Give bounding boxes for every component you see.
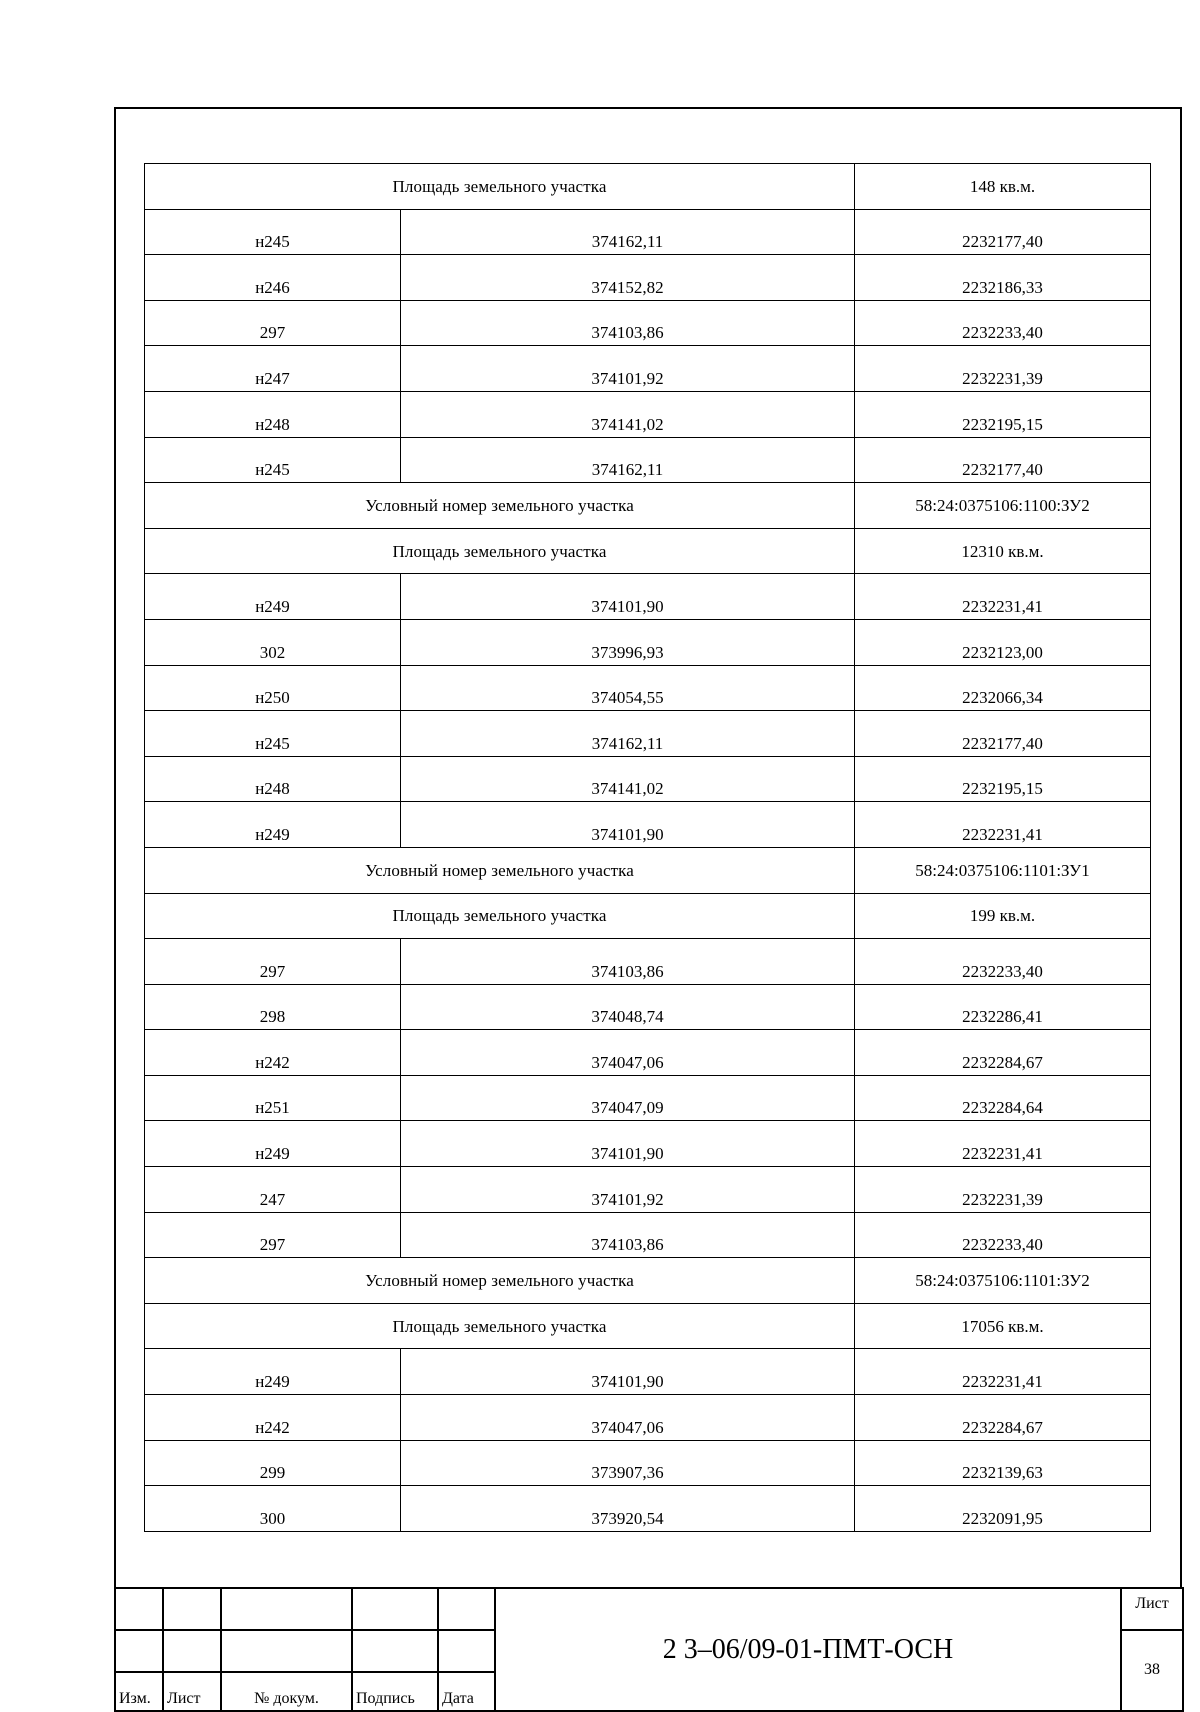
x-coordinate: 374103,86: [401, 939, 855, 985]
stamp-cell: [352, 1630, 438, 1672]
table-row: [145, 1030, 1151, 1076]
coordinates-table: [144, 163, 1151, 1532]
point-id: н249: [145, 802, 401, 848]
stamp-header-podpis: Подпись: [352, 1672, 438, 1711]
stamp-cell: [352, 1588, 438, 1630]
table-row: [145, 1440, 1151, 1486]
x-coordinate: 374101,92: [401, 346, 855, 392]
point-id: н245: [145, 711, 401, 757]
stamp-cell: [438, 1630, 495, 1672]
table-row: [145, 391, 1151, 437]
point-id: н245: [145, 209, 401, 255]
table-row: [145, 1349, 1151, 1395]
row-label: Условный номер земельного участка: [145, 483, 855, 529]
stamp-header-data: Дата: [438, 1672, 495, 1711]
x-coordinate: 374141,02: [401, 391, 855, 437]
x-coordinate: 374152,82: [401, 255, 855, 301]
table-row: [145, 939, 1151, 985]
y-coordinate: 2232123,00: [855, 619, 1151, 665]
table-label-row: [145, 893, 1151, 939]
point-id: н251: [145, 1075, 401, 1121]
table-label-row: [145, 483, 1151, 529]
point-id: н242: [145, 1395, 401, 1441]
table-row: [145, 756, 1151, 802]
table-label-row: [145, 164, 1151, 210]
document-code: 2 3–06/09-01-ПМТ-ОСН: [495, 1588, 1121, 1711]
row-value: 148 кв.м.: [855, 164, 1151, 210]
point-id: 302: [145, 619, 401, 665]
stamp-cell: [163, 1588, 221, 1630]
row-value: 58:24:0375106:1101:ЗУ1: [855, 847, 1151, 893]
stamp-header-izm: Изм.: [115, 1672, 163, 1711]
y-coordinate: 2232284,67: [855, 1030, 1151, 1076]
x-coordinate: 374103,86: [401, 1212, 855, 1258]
point-id: 297: [145, 1212, 401, 1258]
row-value: 17056 кв.м.: [855, 1303, 1151, 1349]
x-coordinate: 374103,86: [401, 300, 855, 346]
table-row: [145, 1212, 1151, 1258]
y-coordinate: 2232284,64: [855, 1075, 1151, 1121]
x-coordinate: 374141,02: [401, 756, 855, 802]
table-row: [145, 619, 1151, 665]
point-id: 297: [145, 300, 401, 346]
y-coordinate: 2232231,39: [855, 1167, 1151, 1213]
row-value: 58:24:0375106:1100:ЗУ2: [855, 483, 1151, 529]
y-coordinate: 2232195,15: [855, 391, 1151, 437]
y-coordinate: 2232231,41: [855, 1121, 1151, 1167]
point-id: н248: [145, 391, 401, 437]
table-row: [145, 574, 1151, 620]
sheet-label: Лист: [1121, 1588, 1183, 1630]
point-id: 298: [145, 984, 401, 1030]
x-coordinate: 374047,06: [401, 1395, 855, 1441]
y-coordinate: 2232231,41: [855, 574, 1151, 620]
x-coordinate: 374048,74: [401, 984, 855, 1030]
x-coordinate: 374101,90: [401, 1349, 855, 1395]
point-id: 297: [145, 939, 401, 985]
table-row: [145, 1395, 1151, 1441]
point-id: н246: [145, 255, 401, 301]
x-coordinate: 374162,11: [401, 711, 855, 757]
stamp-cell: [438, 1588, 495, 1630]
stamp-header-dokum: № докум.: [221, 1672, 352, 1711]
point-id: н249: [145, 574, 401, 620]
title-block: [114, 1587, 1184, 1712]
row-label: Условный номер земельного участка: [145, 1258, 855, 1304]
point-id: 300: [145, 1486, 401, 1532]
table-row: [145, 1486, 1151, 1532]
table-label-row: [145, 847, 1151, 893]
y-coordinate: 2232284,67: [855, 1395, 1151, 1441]
stamp-cell: [221, 1588, 352, 1630]
row-label: Площадь земельного участка: [145, 893, 855, 939]
y-coordinate: 2232186,33: [855, 255, 1151, 301]
table-row: [145, 346, 1151, 392]
table-row: [145, 1167, 1151, 1213]
x-coordinate: 374101,90: [401, 1121, 855, 1167]
table-row: [145, 255, 1151, 301]
row-label: Площадь земельного участка: [145, 1303, 855, 1349]
row-label: Площадь земельного участка: [145, 164, 855, 210]
x-coordinate: 374047,09: [401, 1075, 855, 1121]
x-coordinate: 373920,54: [401, 1486, 855, 1532]
y-coordinate: 2232195,15: [855, 756, 1151, 802]
table-row: [145, 209, 1151, 255]
y-coordinate: 2232231,39: [855, 346, 1151, 392]
point-id: 247: [145, 1167, 401, 1213]
row-label: Условный номер земельного участка: [145, 847, 855, 893]
x-coordinate: 374047,06: [401, 1030, 855, 1076]
point-id: н247: [145, 346, 401, 392]
point-id: н248: [145, 756, 401, 802]
y-coordinate: 2232139,63: [855, 1440, 1151, 1486]
stamp-header-list: Лист: [163, 1672, 221, 1711]
y-coordinate: 2232231,41: [855, 1349, 1151, 1395]
point-id: н245: [145, 437, 401, 483]
table-row: [145, 300, 1151, 346]
table-row: [145, 802, 1151, 848]
y-coordinate: 2232177,40: [855, 437, 1151, 483]
x-coordinate: 373907,36: [401, 1440, 855, 1486]
point-id: н250: [145, 665, 401, 711]
y-coordinate: 2232233,40: [855, 300, 1151, 346]
stamp-cell: [221, 1630, 352, 1672]
x-coordinate: 374162,11: [401, 437, 855, 483]
table-row: [145, 1121, 1151, 1167]
y-coordinate: 2232231,41: [855, 802, 1151, 848]
x-coordinate: 373996,93: [401, 619, 855, 665]
sheet-number: 38: [1121, 1630, 1183, 1711]
x-coordinate: 374101,90: [401, 574, 855, 620]
table-label-row: [145, 1303, 1151, 1349]
y-coordinate: 2232177,40: [855, 209, 1151, 255]
x-coordinate: 374101,92: [401, 1167, 855, 1213]
table-label-row: [145, 1258, 1151, 1304]
row-value: 12310 кв.м.: [855, 528, 1151, 574]
point-id: н249: [145, 1121, 401, 1167]
table-row: [145, 1075, 1151, 1121]
y-coordinate: 2232091,95: [855, 1486, 1151, 1532]
table-row: [145, 711, 1151, 757]
row-value: 199 кв.м.: [855, 893, 1151, 939]
x-coordinate: 374054,55: [401, 665, 855, 711]
y-coordinate: 2232177,40: [855, 711, 1151, 757]
point-id: н242: [145, 1030, 401, 1076]
table-row: [145, 665, 1151, 711]
row-label: Площадь земельного участка: [145, 528, 855, 574]
y-coordinate: 2232286,41: [855, 984, 1151, 1030]
x-coordinate: 374162,11: [401, 209, 855, 255]
point-id: 299: [145, 1440, 401, 1486]
x-coordinate: 374101,90: [401, 802, 855, 848]
table-row: [145, 984, 1151, 1030]
stamp-cell: [163, 1630, 221, 1672]
y-coordinate: 2232066,34: [855, 665, 1151, 711]
y-coordinate: 2232233,40: [855, 939, 1151, 985]
stamp-cell: [115, 1630, 163, 1672]
table-label-row: [145, 528, 1151, 574]
stamp-cell: [115, 1588, 163, 1630]
point-id: н249: [145, 1349, 401, 1395]
y-coordinate: 2232233,40: [855, 1212, 1151, 1258]
row-value: 58:24:0375106:1101:ЗУ2: [855, 1258, 1151, 1304]
table-row: [145, 437, 1151, 483]
